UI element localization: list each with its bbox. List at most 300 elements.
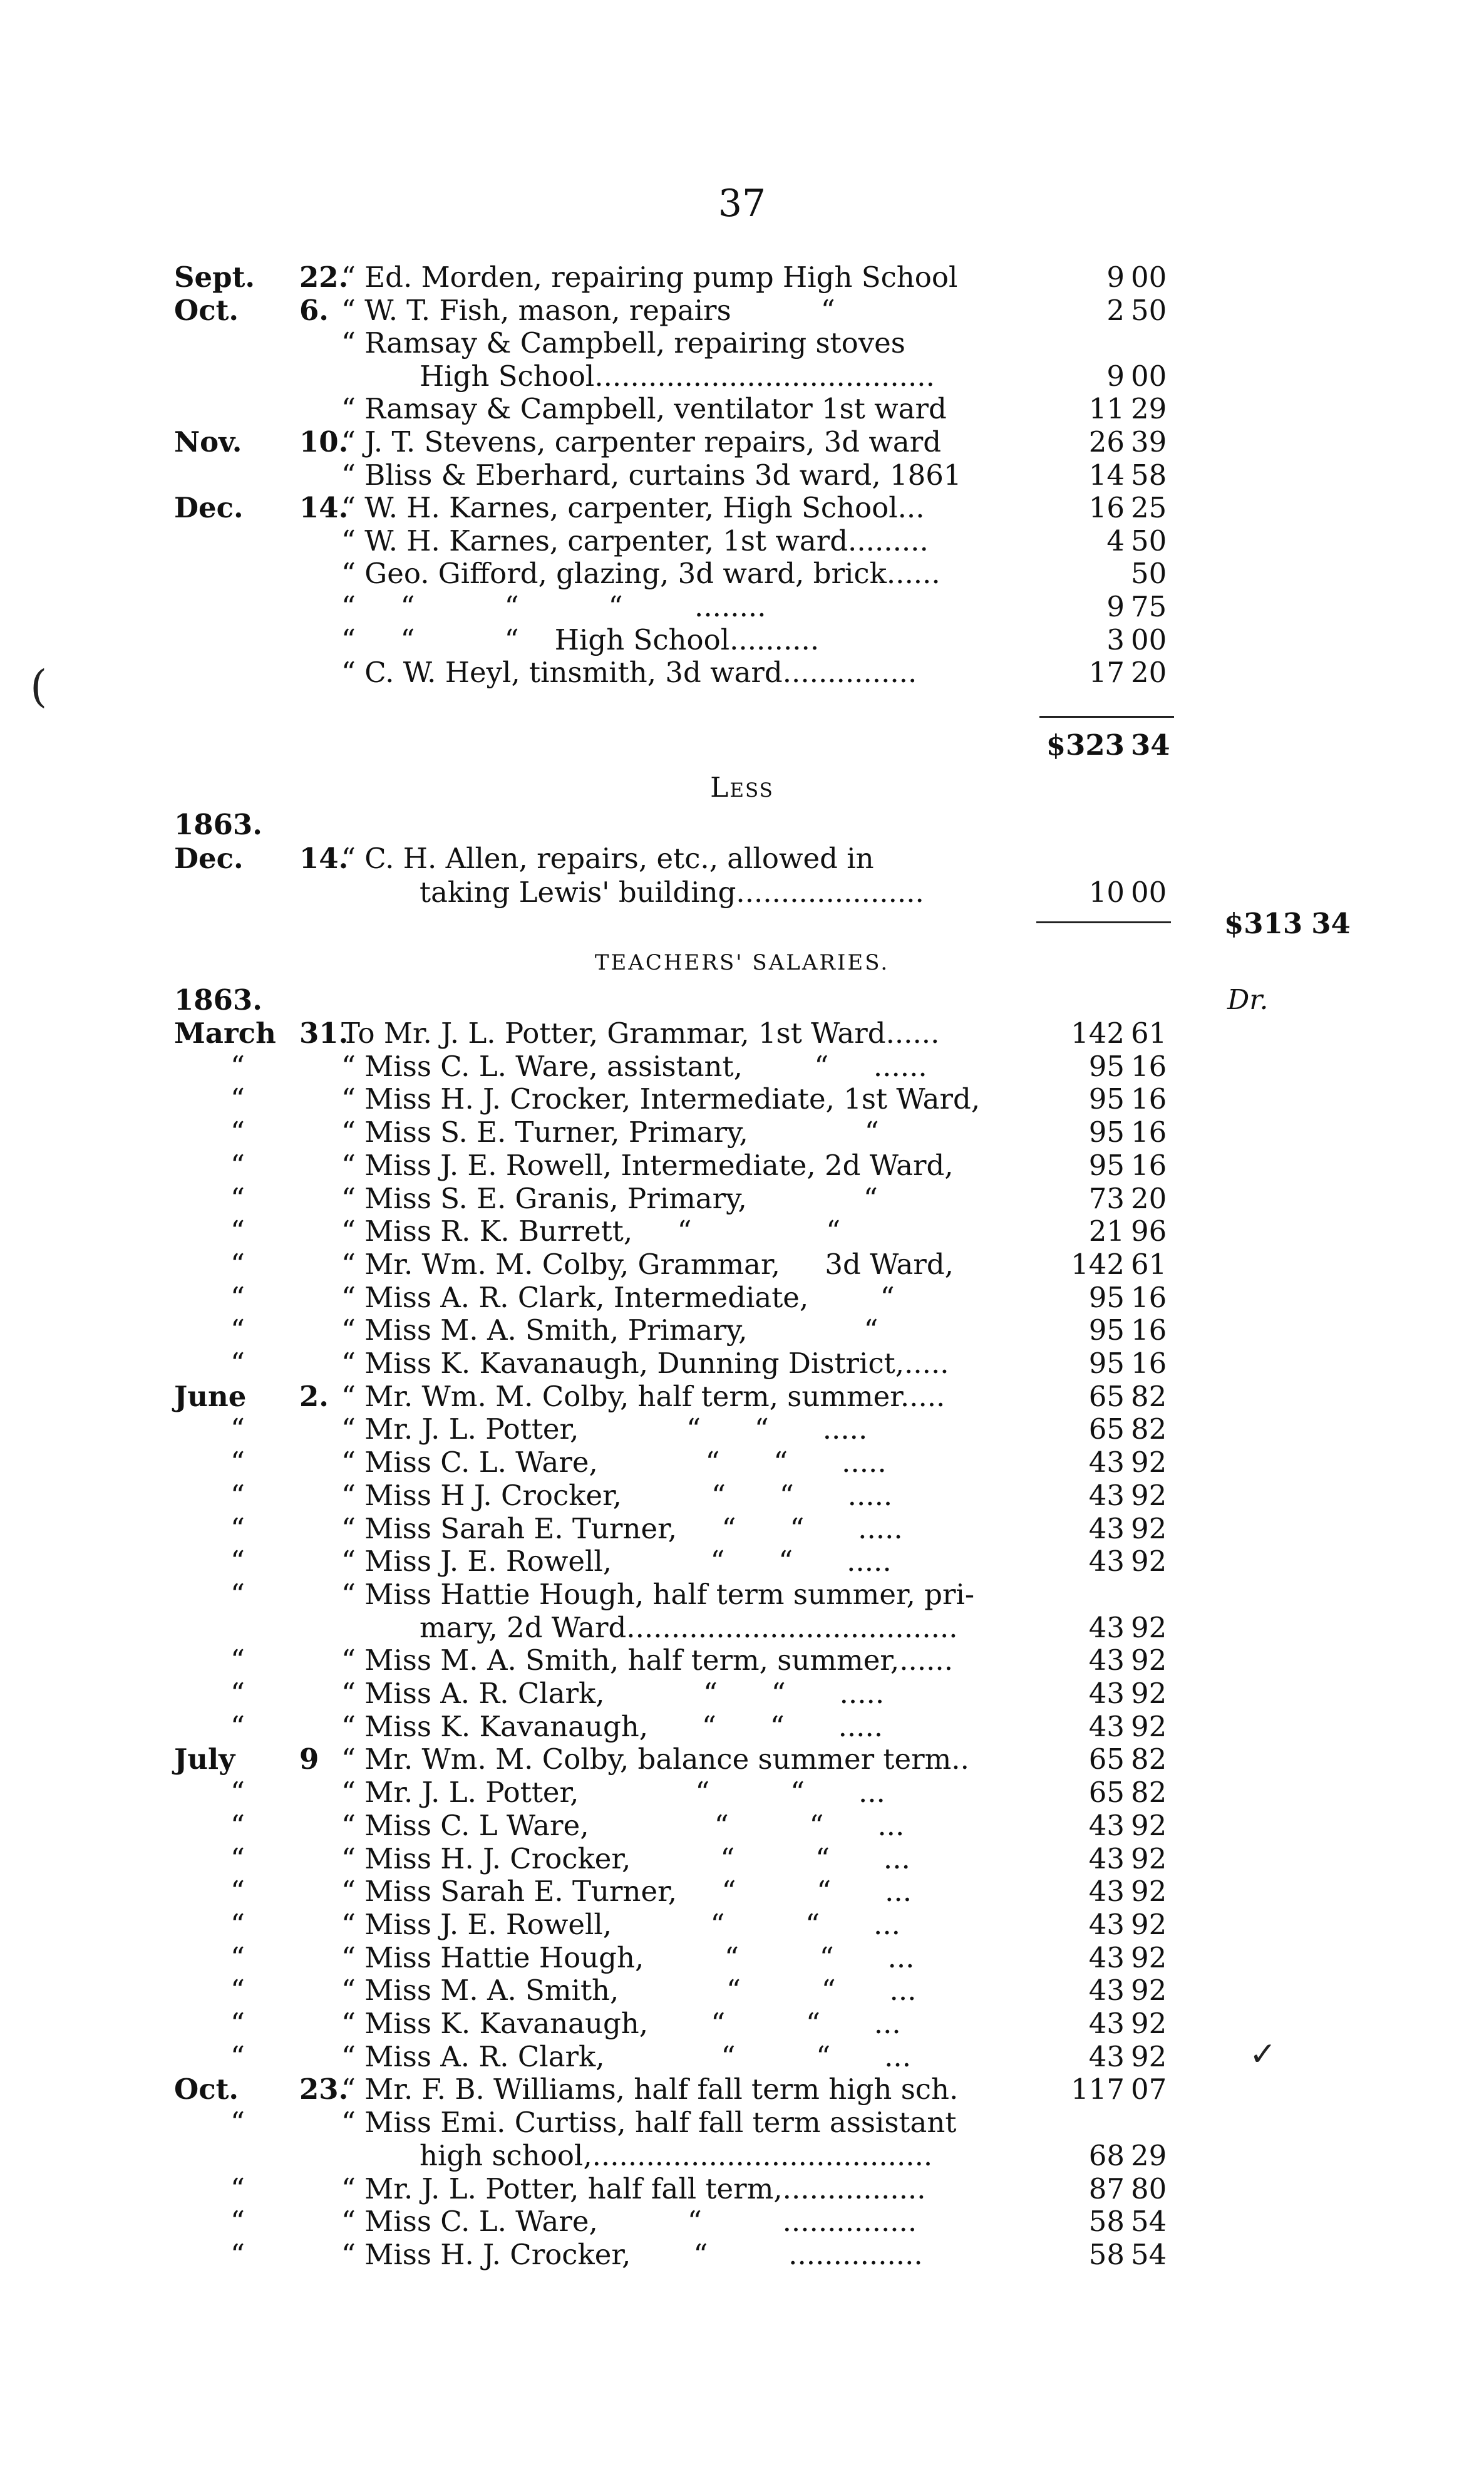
amount-dollars: 14 <box>1088 458 1125 492</box>
entry-date <box>174 842 349 876</box>
entry-description: “ Mr. F. B. Williams, half fall term high sch. <box>341 2073 959 2106</box>
entry-date <box>174 1313 245 1347</box>
salary-entry-row <box>0 1710 1484 1744</box>
entry-description: “ Miss K. Kavanaugh, Dunning District,..... <box>341 1347 949 1380</box>
amount-dollars: 65 <box>1088 1412 1125 1446</box>
entry-description: “ Mr. J. L. Potter, “ “ ... <box>341 1776 885 1810</box>
entry-month: “ <box>230 1181 245 1215</box>
amount-cents: 96 <box>1131 1214 1167 1248</box>
salaries-year: 1863. <box>174 983 262 1017</box>
amount-cents: 92 <box>1131 1610 1167 1644</box>
salary-entry-row <box>0 1412 1484 1446</box>
entry-month: Oct. <box>174 293 239 327</box>
amount-dollars: 142 <box>1071 1247 1125 1281</box>
entry-description: “ Mr. Wm. M. Colby, half term, summer..... <box>341 1379 946 1413</box>
entry-description: “ Mr. Wm. M. Colby, balance summer term.. <box>341 1743 969 1776</box>
entry-date <box>174 1214 245 1248</box>
amount-cents: 92 <box>1131 1677 1167 1710</box>
entry-month: “ <box>230 1940 245 1974</box>
amount-dollars: 95 <box>1088 1347 1125 1380</box>
entry-month: “ <box>230 1808 245 1842</box>
amount-dollars: 65 <box>1088 1776 1125 1810</box>
entry-description: “ Miss A. R. Clark, “ “ ..... <box>341 1677 885 1710</box>
amount-dollars: 9 <box>1106 359 1125 393</box>
entry-date <box>174 1644 245 1677</box>
amount-dollars: 95 <box>1088 1313 1125 1347</box>
amount-dollars: 43 <box>1088 1644 1125 1677</box>
amount-dollars: 43 <box>1088 1478 1125 1512</box>
amount-dollars: 95 <box>1088 1049 1125 1083</box>
repair-entry-row <box>0 491 1484 525</box>
entry-description: “ W. T. Fish, mason, repairs “ <box>341 293 835 327</box>
entry-month: “ <box>230 2039 245 2073</box>
amount-cents: 50 <box>1131 524 1167 557</box>
entry-month: “ <box>230 1974 245 2007</box>
entry-description: “ Miss C. L. Ware, “ ............... <box>341 2205 917 2239</box>
entry-date <box>174 1281 245 1315</box>
amount-cents: 61 <box>1131 1017 1167 1050</box>
entry-month: “ <box>230 1577 245 1611</box>
entry-date <box>174 2106 245 2140</box>
repair-entry-row <box>0 294 1484 328</box>
less-entry-row <box>0 842 1484 876</box>
amount-cents: 54 <box>1131 2205 1167 2239</box>
entry-date <box>174 1545 245 1578</box>
amount-cents: 16 <box>1131 1049 1167 1083</box>
entry-description: “ Miss H. J. Crocker, Intermediate, 1st Ward, <box>341 1082 981 1116</box>
salary-entry-row <box>0 2040 1484 2074</box>
amount-dollars: 95 <box>1088 1116 1125 1149</box>
amount-dollars: 43 <box>1088 2039 1125 2073</box>
entry-description: “ Miss J. E. Rowell, “ “ ..... <box>341 1545 892 1578</box>
page-number: 37 <box>718 182 766 225</box>
entry-description: “ Mr. J. L. Potter, “ “ ..... <box>341 1412 868 1446</box>
entry-day: 23. <box>299 2073 349 2106</box>
entry-day: 9 <box>299 1743 319 1776</box>
entry-month: “ <box>230 1478 245 1512</box>
amount-cents: 25 <box>1131 491 1167 525</box>
salary-entry-row <box>0 1017 1484 1050</box>
salary-entry-row <box>0 2172 1484 2206</box>
salary-entry-row <box>0 1677 1484 1711</box>
amount-cents: 16 <box>1131 1347 1167 1380</box>
entry-description: “ Miss R. K. Burrett, “ “ <box>341 1214 841 1248</box>
amount-dollars: 95 <box>1088 1280 1125 1314</box>
salary-entry-row <box>0 1248 1484 1282</box>
amount-cents: 16 <box>1131 1116 1167 1149</box>
entry-month: “ <box>230 1247 245 1281</box>
amount-cents: 92 <box>1131 2039 1167 2073</box>
entry-description: “ Miss H. J. Crocker, “ ............... <box>341 2237 923 2271</box>
amount-dollars: 21 <box>1088 1214 1125 1248</box>
amount-dollars: 95 <box>1088 1082 1125 1116</box>
entry-date <box>174 1412 245 1446</box>
entry-description: “ Miss K. Kavanaugh, “ “ ..... <box>341 1709 884 1743</box>
salary-entry-row <box>0 2007 1484 2041</box>
salary-entry-row <box>0 1347 1484 1380</box>
amount-cents: 92 <box>1131 1511 1167 1545</box>
entry-description: “ J. T. Stevens, carpenter repairs, 3d ward <box>341 425 942 458</box>
entry-description: “ C. H. Allen, repairs, etc., allowed in <box>341 842 874 875</box>
amount-cents: 92 <box>1131 1644 1167 1677</box>
entry-date <box>174 2205 245 2239</box>
salary-entry-row <box>0 2139 1484 2173</box>
amount-dollars: 4 <box>1106 524 1125 557</box>
amount-cents: 61 <box>1131 1247 1167 1281</box>
salary-entry-row <box>0 1974 1484 2007</box>
entry-month: Dec. <box>174 491 244 525</box>
amount-dollars: 73 <box>1088 1181 1125 1215</box>
amount-dollars: 65 <box>1088 1743 1125 1776</box>
salary-entry-row <box>0 2073 1484 2106</box>
entry-month: Nov. <box>174 425 242 458</box>
amount-cents: 75 <box>1131 590 1167 623</box>
entry-month: “ <box>230 1446 245 1479</box>
repair-entry-row <box>0 557 1484 591</box>
amount-dollars: 3 <box>1106 623 1125 656</box>
amount-dollars: 43 <box>1088 1709 1125 1743</box>
entry-month: Sept. <box>174 261 255 294</box>
entry-description: “ Miss S. E. Granis, Primary, “ <box>341 1181 878 1215</box>
amount-cents: 00 <box>1131 359 1167 393</box>
entry-month: June <box>174 1379 247 1413</box>
amount-dollars: 9 <box>1106 261 1125 294</box>
salary-entry-row <box>0 1182 1484 1216</box>
entry-day: 6. <box>299 293 329 327</box>
entry-date <box>174 1776 245 1810</box>
salary-entry-row <box>0 1776 1484 1810</box>
entry-month: “ <box>230 2237 245 2271</box>
entry-date <box>174 1017 349 1050</box>
salary-entry-row <box>0 1214 1484 1248</box>
entry-description: “ Ed. Morden, repairing pump High School <box>341 261 958 294</box>
entry-description: “ Miss Sarah E. Turner, “ “ ..... <box>341 1511 903 1545</box>
amount-cents: 58 <box>1131 458 1167 492</box>
amount-dollars: 43 <box>1088 1511 1125 1545</box>
entry-month: 1863. <box>174 808 262 841</box>
entry-description: “ Miss Sarah E. Turner, “ “ ... <box>341 1875 912 1908</box>
amount-cents: 92 <box>1131 1478 1167 1512</box>
entry-description: “ Miss H. J. Crocker, “ “ ... <box>341 1841 910 1875</box>
amount-cents: 92 <box>1131 1841 1167 1875</box>
entry-description: “ Miss S. E. Turner, Primary, “ <box>341 1116 879 1149</box>
amount-dollars: 11 <box>1088 392 1125 426</box>
entry-date <box>174 293 329 328</box>
salary-entry-row <box>0 1479 1484 1513</box>
entry-description: “ Ramsay & Campbell, repairing stoves <box>341 326 905 360</box>
entry-date <box>174 1149 245 1183</box>
entry-description: “ Miss Emi. Curtiss, half fall term assistant <box>341 2106 957 2140</box>
entry-month: “ <box>230 1677 245 1710</box>
entry-date <box>174 1248 245 1282</box>
entry-date <box>174 1908 245 1942</box>
repair-entry-row <box>0 458 1484 492</box>
amount-cents: 50 <box>1131 557 1167 591</box>
entry-description: “ Miss J. E. Rowell, “ “ ... <box>341 1907 900 1941</box>
entry-month: “ <box>230 1709 245 1743</box>
amount-cents: 54 <box>1131 2237 1167 2271</box>
amount-cents: 92 <box>1131 1940 1167 1974</box>
entry-month: “ <box>230 1313 245 1347</box>
amount-dollars: 43 <box>1088 1907 1125 1941</box>
entry-description: “ W. H. Karnes, carpenter, High School... <box>341 491 925 525</box>
entry-description: “ Ramsay & Campbell, ventilator 1st ward <box>341 392 947 426</box>
salaries-year-row <box>0 983 1484 1017</box>
entry-date <box>174 808 262 842</box>
entry-month: “ <box>230 1644 245 1677</box>
repair-entry-row <box>0 425 1484 459</box>
entry-description: “ C. W. Heyl, tinsmith, 3d ward............... <box>341 656 917 690</box>
amount-dollars: 26 <box>1088 425 1125 458</box>
entry-description: “ Mr. Wm. M. Colby, Grammar, 3d Ward, <box>341 1247 954 1281</box>
entry-description: “ Miss M. A. Smith, Primary, “ <box>341 1313 879 1347</box>
amount-cents: 16 <box>1131 1148 1167 1182</box>
amount-cents: 16 <box>1131 1082 1167 1116</box>
entry-description: “ Miss A. R. Clark, Intermediate, “ <box>341 1280 895 1314</box>
entry-month: March <box>174 1017 276 1050</box>
amount-cents: 92 <box>1131 1709 1167 1743</box>
amount-cents: 16 <box>1131 1280 1167 1314</box>
salary-entry-row <box>0 1313 1484 1347</box>
entry-description: To Mr. J. L. Potter, Grammar, 1st Ward...... <box>341 1017 940 1050</box>
amount-dollars: 43 <box>1088 1841 1125 1875</box>
salary-entry-row <box>0 1545 1484 1578</box>
entry-month: Oct. <box>174 2073 239 2106</box>
entry-description: “ Miss M. A. Smith, half term, summer,...... <box>341 1644 954 1677</box>
entry-description: “ Miss A. R. Clark, “ “ ... <box>341 2039 912 2073</box>
entry-description: “ Miss C. L. Ware, assistant, “ ...... <box>341 1049 927 1083</box>
entry-description: high school,...................................... <box>420 2138 933 2172</box>
salary-entry-row <box>0 1050 1484 1084</box>
entry-day: 14. <box>299 491 349 525</box>
entry-month: “ <box>230 1116 245 1149</box>
entry-date <box>174 1512 245 1546</box>
entry-date <box>174 2007 245 2041</box>
entry-date <box>174 2172 245 2206</box>
entry-date <box>174 1116 245 1149</box>
salary-entry-row <box>0 2205 1484 2239</box>
entry-month: “ <box>230 1082 245 1116</box>
amount-dollars: 87 <box>1088 2172 1125 2205</box>
amount-dollars: 58 <box>1088 2205 1125 2239</box>
entry-date <box>174 425 349 459</box>
repair-entry-row <box>0 623 1484 657</box>
entry-date <box>174 2040 245 2074</box>
entry-date <box>174 1974 245 2007</box>
entry-date <box>174 1710 245 1744</box>
salary-entry-row <box>0 1611 1484 1645</box>
net-total-amount: $313 34 <box>1224 907 1351 940</box>
salary-entry-row <box>0 1644 1484 1677</box>
entry-month: “ <box>230 1841 245 1875</box>
entry-day: 10. <box>299 425 349 458</box>
salary-entry-row <box>0 1908 1484 1942</box>
salary-entry-row <box>0 1809 1484 1843</box>
amount-cents: 80 <box>1131 2172 1167 2205</box>
entry-month: “ <box>230 1545 245 1578</box>
amount-cents: 92 <box>1131 1545 1167 1578</box>
entry-description: “ Miss Hattie Hough, “ “ ... <box>341 1940 915 1974</box>
amount-dollars: 16 <box>1088 491 1125 525</box>
salary-entry-row <box>0 1082 1484 1116</box>
amount-dollars: 58 <box>1088 2237 1125 2271</box>
amount-dollars: 65 <box>1088 1379 1125 1413</box>
amount-cents: 82 <box>1131 1412 1167 1446</box>
entry-description: “ Miss J. E. Rowell, Intermediate, 2d Ward, <box>341 1148 954 1182</box>
amount-cents: 29 <box>1131 2138 1167 2172</box>
entry-description: “ Miss C. L Ware, “ “ ... <box>341 1808 905 1842</box>
amount-cents: 92 <box>1131 1875 1167 1908</box>
salary-entry-row <box>0 1116 1484 1149</box>
entry-day: 22. <box>299 261 349 294</box>
subtotal-rule <box>1039 716 1174 718</box>
entry-month: “ <box>230 2007 245 2040</box>
entry-month: July <box>174 1743 235 1776</box>
net-total-row <box>0 907 1484 941</box>
amount-cents: 92 <box>1131 1446 1167 1479</box>
amount-cents: 92 <box>1131 2007 1167 2040</box>
amount-cents: 00 <box>1131 623 1167 656</box>
salary-entry-row <box>0 1842 1484 1876</box>
amount-dollars: 43 <box>1088 1808 1125 1842</box>
salary-entry-row <box>0 1875 1484 1908</box>
entry-month: “ <box>230 1148 245 1182</box>
amount-dollars: 68 <box>1088 2138 1125 2172</box>
entry-description: taking Lewis' building..................... <box>420 876 924 909</box>
amount-cents: 00 <box>1131 876 1167 909</box>
repair-entry-row <box>0 590 1484 624</box>
entry-day: 14. <box>299 842 349 875</box>
amount-dollars: 95 <box>1088 1148 1125 1182</box>
entry-month: “ <box>230 1049 245 1083</box>
entry-date <box>174 491 349 525</box>
less-heading: Less <box>710 772 774 804</box>
amount-cents: 82 <box>1131 1776 1167 1810</box>
margin-tick-mark: ✓ <box>1249 2036 1277 2073</box>
amount-dollars: 43 <box>1088 1545 1125 1578</box>
salary-entry-row <box>0 1446 1484 1479</box>
entry-date <box>174 2238 245 2272</box>
entry-month: “ <box>230 1347 245 1380</box>
entry-description: “ W. H. Karnes, carpenter, 1st ward......... <box>341 524 929 557</box>
amount-cents: 20 <box>1131 656 1167 690</box>
entry-description: “ Geo. Gifford, glazing, 3d ward, brick...... <box>341 557 940 591</box>
amount-dollars: 43 <box>1088 1875 1125 1908</box>
entry-date <box>174 1875 245 1908</box>
amount-dollars: 10 <box>1088 876 1125 909</box>
entry-date <box>174 261 349 294</box>
entry-description: “ Miss H J. Crocker, “ “ ..... <box>341 1478 893 1512</box>
amount-cents: 00 <box>1131 261 1167 294</box>
entry-date <box>174 1941 245 1975</box>
dr-label: Dr. <box>1227 984 1269 1016</box>
amount-cents: 20 <box>1131 1181 1167 1215</box>
entry-date <box>174 1182 245 1216</box>
entry-month: “ <box>230 1511 245 1545</box>
entry-description: “ Miss K. Kavanaugh, “ “ ... <box>341 2007 901 2040</box>
entry-date <box>174 1347 245 1380</box>
entry-month: “ <box>230 1776 245 1810</box>
amount-dollars: 43 <box>1088 1446 1125 1479</box>
amount-dollars: 43 <box>1088 1940 1125 1974</box>
entry-month: “ <box>230 1280 245 1314</box>
salary-entry-row <box>0 1512 1484 1546</box>
amount-dollars: 43 <box>1088 1974 1125 2007</box>
amount-cents: 82 <box>1131 1379 1167 1413</box>
salary-entry-row <box>0 1578 1484 1612</box>
amount-cents: 82 <box>1131 1743 1167 1776</box>
salary-entry-row <box>0 1743 1484 1776</box>
entry-description: “ “ “ “ ........ <box>341 590 766 623</box>
entry-month: “ <box>230 1214 245 1248</box>
salary-entry-row <box>0 1380 1484 1414</box>
entry-month: “ <box>230 2205 245 2239</box>
entry-date <box>174 1578 245 1612</box>
entry-description: High School...................................... <box>420 359 935 393</box>
entry-day: 31. <box>299 1017 349 1050</box>
salary-entry-row <box>0 1941 1484 1975</box>
entry-date <box>174 1743 319 1776</box>
amount-cents: 07 <box>1131 2073 1167 2106</box>
repair-entry-row <box>0 326 1484 360</box>
repair-entry-row <box>0 656 1484 690</box>
entry-description: “ Miss Hattie Hough, half term summer, pri- <box>341 1577 975 1611</box>
amount-dollars: 117 <box>1071 2073 1125 2106</box>
entry-date <box>174 1479 245 1513</box>
repair-entry-row <box>0 360 1484 393</box>
amount-cents: 29 <box>1131 392 1167 426</box>
less-entry-row <box>0 876 1484 909</box>
amount-cents: 39 <box>1131 425 1167 458</box>
salaries-heading: TEACHERS' SALARIES. <box>594 950 890 975</box>
amount-dollars: 43 <box>1088 2007 1125 2040</box>
amount-cents: 50 <box>1131 293 1167 327</box>
entry-month: “ <box>230 1875 245 1908</box>
entry-month: Dec. <box>174 842 244 875</box>
entry-day: 2. <box>299 1379 329 1413</box>
entry-date <box>174 1842 245 1876</box>
amount-dollars: 43 <box>1088 1677 1125 1710</box>
entry-description: mary, 2d Ward..................................... <box>420 1610 958 1644</box>
repair-entry-row <box>0 524 1484 558</box>
salary-entry-row <box>0 2106 1484 2140</box>
entry-month: “ <box>230 2172 245 2205</box>
entry-month: “ <box>230 2106 245 2140</box>
amount-dollars: 142 <box>1071 1017 1125 1050</box>
amount-dollars: 9 <box>1106 590 1125 623</box>
entry-description: “ Bliss & Eberhard, curtains 3d ward, 1861 <box>341 458 962 492</box>
entry-description: “ Miss M. A. Smith, “ “ ... <box>341 1974 917 2007</box>
margin-bracket-mark: ( <box>30 661 48 712</box>
entry-date <box>174 1082 245 1116</box>
amount-dollars: 43 <box>1088 1610 1125 1644</box>
entry-description: “ Miss C. L. Ware, “ “ ..... <box>341 1446 887 1479</box>
entry-date <box>174 1379 329 1414</box>
repair-entry-row <box>0 392 1484 426</box>
amount-cents: 92 <box>1131 1907 1167 1941</box>
salary-entry-row <box>0 1281 1484 1315</box>
entry-date <box>174 1050 245 1084</box>
entry-date <box>174 1446 245 1479</box>
amount-cents: 16 <box>1131 1313 1167 1347</box>
subtotal-row: $323 34 <box>1046 728 1170 762</box>
entry-date <box>174 1677 245 1711</box>
amount-dollars: 17 <box>1088 656 1125 690</box>
entry-month: “ <box>230 1907 245 1941</box>
entry-description: “ “ “ High School.......... <box>341 623 820 656</box>
entry-date <box>174 1809 245 1843</box>
less-entry-row <box>0 808 1484 842</box>
